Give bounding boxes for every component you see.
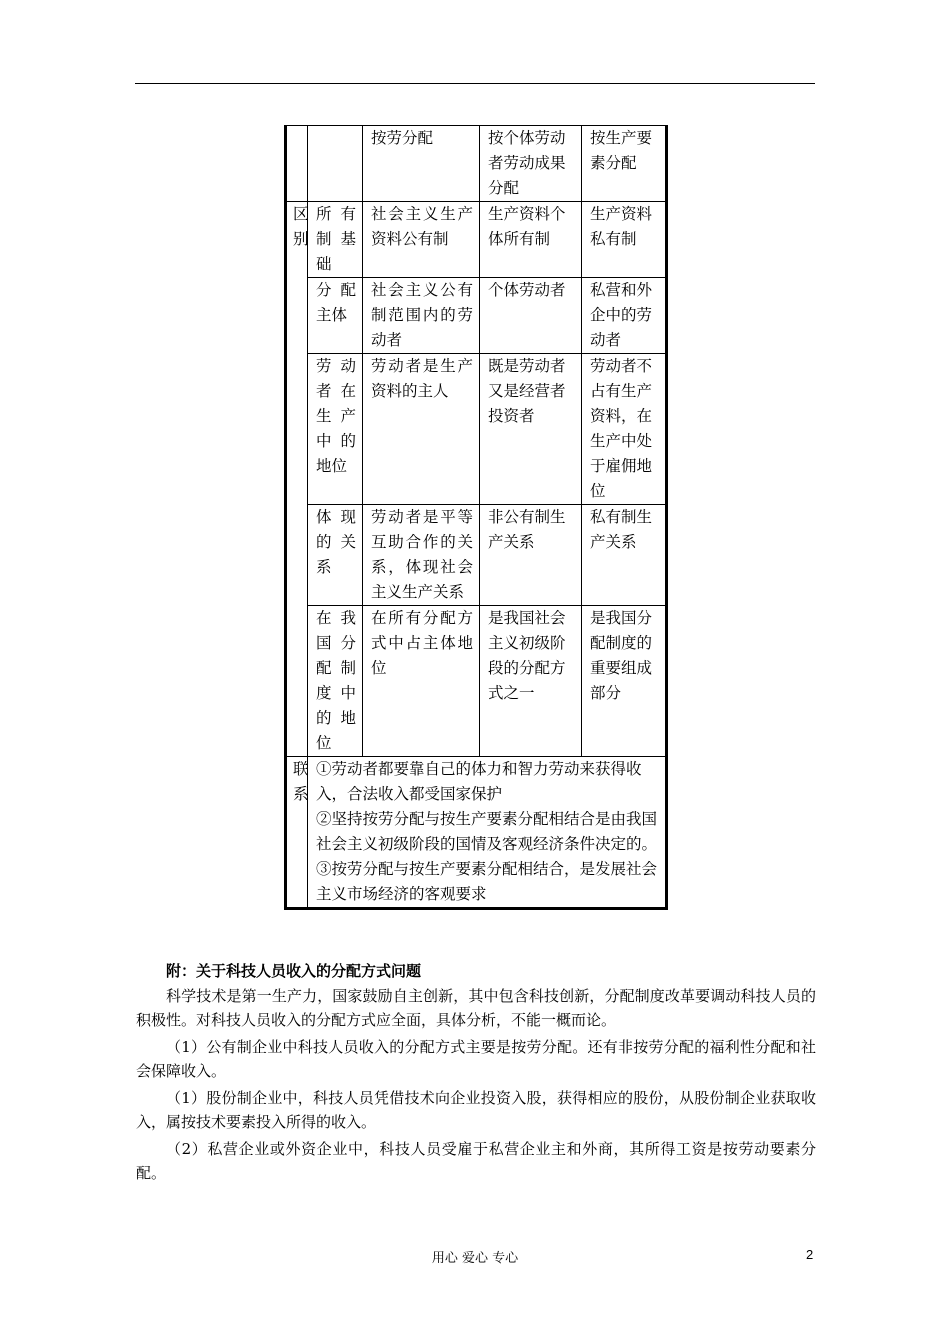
table-cell: 劳动者是生产资料的主人	[363, 354, 480, 505]
group-label-distinction: 区别	[286, 202, 308, 757]
table-row	[286, 202, 667, 278]
comparison-table	[284, 125, 668, 910]
page-number: 2	[806, 1247, 814, 1262]
table-cell: 生产资料个体所有制	[480, 202, 582, 278]
table-cell: 劳动者是平等互助合作的关系，体现社会主义生产关系	[363, 505, 480, 606]
row-label: 在我国分配制度中的地位	[308, 606, 363, 757]
row-label: 分配主体	[308, 278, 363, 354]
table-cell: 私有制生产关系	[582, 505, 667, 606]
connection-item: ③按劳分配与按生产要素分配相结合，是发展社会主义市场经济的客观要求	[316, 860, 658, 903]
table-row	[286, 278, 667, 354]
connection-item: ②坚持按劳分配与按生产要素分配相结合是由我国社会主义初级阶段的国情及客观经济条件决定的。	[316, 810, 658, 853]
row-label: 所有制基础	[308, 202, 363, 278]
row-label: 体现的关系	[308, 505, 363, 606]
table-cell: 劳动者不占有生产资料，在生产中处于雇佣地位	[582, 354, 667, 505]
column-header: 按个体劳动者劳动成果分配	[480, 126, 582, 202]
appendix-title: 附：关于科技人员收入的分配方式问题	[166, 962, 422, 980]
table-corner-cell	[308, 126, 363, 202]
table-cell: 是我国分配制度的重要组成部分	[582, 606, 667, 757]
footer-text: 用心 爱心 专心	[431, 1251, 519, 1266]
table-cell: 既是劳动者又是经营者投资者	[480, 354, 582, 505]
table-cell: 社会主义公有制范围内的劳动者	[363, 278, 480, 354]
header-rule	[135, 83, 815, 84]
connection-cell	[308, 757, 667, 909]
table-corner-cell	[286, 126, 308, 202]
table-cell: 生产资料私有制	[582, 202, 667, 278]
table-cell: 是我国社会主义初级阶段的分配方式之一	[480, 606, 582, 757]
table-row-connection	[286, 757, 667, 909]
group-label-connection: 联系	[286, 757, 308, 909]
column-header: 按劳分配	[363, 126, 480, 202]
paragraph: （2）私营企业或外资企业中，科技人员受雇于私营企业主和外商，其所得工资是按劳动要素分配。	[136, 1139, 816, 1182]
row-label: 劳动者在生产中的地位	[308, 354, 363, 505]
table-cell: 社会主义生产资料公有制	[363, 202, 480, 278]
column-header: 按生产要素分配	[582, 126, 667, 202]
appendix-section	[136, 959, 816, 1188]
paragraph: 科学技术是第一生产力，国家鼓励自主创新，其中包含科技创新，分配制度改革要调动科技人员的积极性。对科技人员收入的分配方式应全面，具体分析，不能一概而论。	[136, 986, 816, 1029]
table-cell: 在所有分配方式中占主体地位	[363, 606, 480, 757]
paragraph: （1）公有制企业中科技人员收入的分配方式主要是按劳分配。还有非按劳分配的福利性分配和社会保障收入。	[136, 1037, 816, 1080]
table-row	[286, 606, 667, 757]
table-cell: 私营和外企中的劳动者	[582, 278, 667, 354]
table-cell: 非公有制生产关系	[480, 505, 582, 606]
table-cell: 个体劳动者	[480, 278, 582, 354]
table-row	[286, 354, 667, 505]
connection-item: ①劳动者都要靠自己的体力和智力劳动来获得收入，合法收入都受国家保护	[316, 760, 642, 803]
table-row	[286, 505, 667, 606]
paragraph: （1）股份制企业中，科技人员凭借技术向企业投资入股，获得相应的股份，从股份制企业获取收入，属按技术要素投入所得的收入。	[136, 1088, 816, 1131]
table-header-row	[286, 126, 667, 202]
